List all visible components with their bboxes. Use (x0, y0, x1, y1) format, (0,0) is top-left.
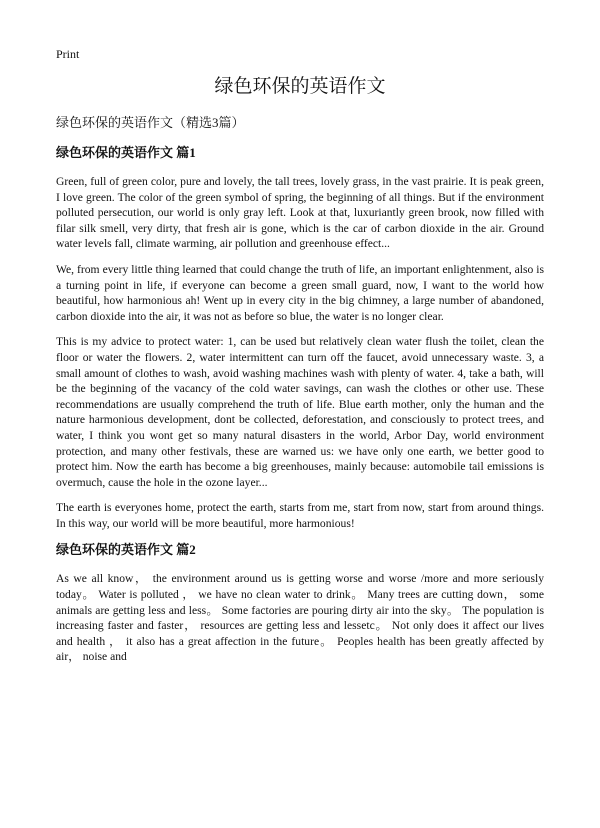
essay-section-2 (56, 541, 544, 665)
document-subtitle: 绿色环保的英语作文（精选3篇） (56, 115, 245, 130)
paragraph: We, from every little thing learned that could change the truth of life, an important enlightenment, also is a turning point in life, if everyone can become a green small guard, now, I want to the world how beautiful, how harmonious ah! Went up in every city in the big chimney, a large number of abandoned, carbon dioxide into the air, it was not as before so blue, the water is no longer clear. (56, 262, 544, 323)
section-heading: 绿色环保的英语作文 篇2 (56, 542, 196, 558)
essay-section-1 (56, 144, 544, 531)
paragraph: The earth is everyones home, protect the earth, starts from me, start from now, start from around things. In this way, our world will be more beautiful, more harmonious! (56, 501, 544, 530)
paragraph: This is my advice to protect water: 1, can be used but relatively clean water flush the toilet, clean the floor or water the flowers. 2, water intermittent can turn off the faucet, avoid unnecessary waste. 3, a small amount of clothes to wash, avoid washing machines wash with plenty of water. 4, take a bath, will be the beginning of the vacancy of the cold water savings, can wash the clothes or other use. These recommendations are usually comprehend the truth of life. Blue earth mother, only the human and the nature harmonious development, dont be collected, deforestation, and consciously to protect trees, and water, I think you wont get so many natural disasters in the world, Arbor Day, world environment protection, and many other festivals, these are warned us: we have only one earth, we better good to protect him. Now the earth has become a big greenhouses, mainly because: automobile tail emissions is overmuch, cause the hole in the ozone layer... (56, 335, 544, 489)
section-heading: 绿色环保的英语作文 篇1 (56, 145, 196, 160)
document-title: 绿色环保的英语作文 (214, 76, 386, 97)
print-link[interactable]: Print (56, 47, 80, 61)
paragraph: Green, full of green color, pure and lovely, the tall trees, lovely grass, in the vast prairie. It is peak green, I love green. The color of the green symbol of spring, the beginning of all things. But if the environment polluted persecution, our world is only gray left. Look at that, luxuriantly green brook, now filled with filar silk smell, very dirty, that fresh air is gone, which is the car of carbon dioxide in the air. Ground water levels fall, climate warming, air pollution and greenhouse effect... (56, 175, 544, 251)
paragraph: As we all know， the environment around us is getting worse and worse /more and more seriously today。 Water is polluted ， we have no clean water to drink。 Many trees are cutting down， some animals are getting less and less。 Some factories are pouring dirty air into the sky。 The population is increasing faster and faster， resources are getting less and lessetc。 Not only does it affect our lives and health ， it also has a great affection in the future。 Peoples health has been greatly affected by air， noise and (56, 572, 544, 664)
